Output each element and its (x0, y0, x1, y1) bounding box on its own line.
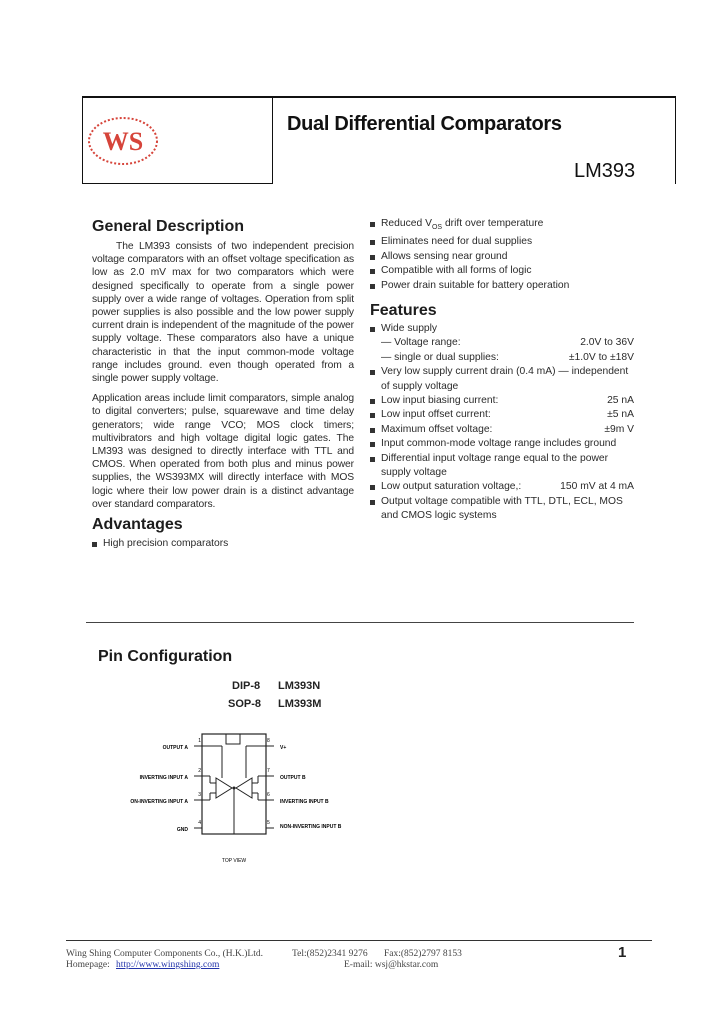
bullet-icon (370, 442, 375, 447)
bullet-icon (370, 240, 375, 245)
comparator-b-symbol (233, 746, 267, 834)
svg-text:4: 4 (198, 820, 201, 826)
svg-text:OUTPUT A: OUTPUT A (162, 745, 188, 751)
header-top-rule (82, 96, 676, 98)
svg-text:NON-INVERTING INPUT B: NON-INVERTING INPUT B (280, 824, 342, 830)
page-title: Dual Differential Comparators (287, 113, 562, 135)
pin-5 (266, 820, 342, 830)
list-item: Power drain suitable for battery operation (370, 279, 634, 293)
bullet-icon (370, 222, 375, 227)
package-type-sop: SOP-8 (228, 698, 262, 710)
pin-8 (266, 738, 286, 751)
benefits-list (370, 217, 634, 293)
svg-text:GND: GND (176, 827, 188, 833)
list-item: Eliminates need for dual supplies (370, 235, 634, 249)
header-divider (272, 96, 273, 184)
footer-email[interactable]: E-mail: wsj@hkstar.com (344, 960, 439, 970)
advantages-heading: Advantages (92, 516, 183, 533)
pinout-diagram (130, 730, 370, 870)
bullet-icon (370, 413, 375, 418)
section-divider (86, 622, 634, 623)
list-item: Differential input voltage range equal to the power supply voltage (370, 452, 634, 481)
company-logo (87, 116, 159, 166)
part-number: LM393 (574, 160, 636, 182)
list-item: Maximum offset voltage: ±9m V (370, 423, 634, 437)
svg-text:8: 8 (267, 738, 270, 744)
pin-7 (266, 768, 306, 781)
list-item: Compatible with all forms of logic (370, 264, 634, 278)
list-item: — single or dual supplies: ±1.0V to ±18V (381, 351, 634, 363)
svg-text:6: 6 (267, 792, 270, 798)
svg-text:2: 2 (198, 768, 201, 774)
svg-text:NON-INVERTING INPUT A: NON-INVERTING INPUT A (130, 799, 188, 805)
header-right-rule (675, 96, 676, 184)
package-part-dip: LM393N (278, 680, 321, 692)
footer-homepage-label: Homepage: (66, 960, 110, 970)
pin-4 (177, 820, 202, 833)
advantages-section (92, 516, 354, 551)
header-bottom-rule (82, 183, 272, 184)
bullet-icon (370, 370, 375, 375)
svg-text:7: 7 (267, 768, 270, 774)
list-item: Output voltage compatible with TTL, DTL, ECL, MOS and CMOS logic systems (370, 495, 634, 524)
bullet-icon (370, 284, 375, 289)
list-item: Allows sensing near ground (370, 250, 634, 264)
svg-text:1: 1 (198, 738, 201, 744)
list-item: Low input offset current: ±5 nA (370, 408, 634, 422)
bullet-icon (370, 269, 375, 274)
pin-config-heading: Pin Configuration (98, 648, 233, 665)
footer-company: Wing Shing Computer Components Co., (H.K.)Ltd. (66, 949, 263, 959)
comparator-a-symbol (202, 746, 232, 800)
list-item: Very low supply current drain (0.4 mA) — independent of supply voltage (370, 365, 634, 394)
svg-text:INVERTING INPUT A: INVERTING INPUT A (139, 775, 188, 781)
footer-fax: Fax:(852)2797 8153 (384, 949, 462, 959)
bullet-icon (370, 428, 375, 433)
pin-6 (266, 792, 329, 805)
bullet-icon (92, 542, 97, 547)
bullet-icon (370, 500, 375, 505)
page-number: 1 (618, 944, 627, 961)
svg-text:INVERTING INPUT B: INVERTING INPUT B (280, 799, 329, 805)
footer-tel: Tel:(852)2341 9276 (292, 949, 368, 959)
pin-3 (130, 792, 202, 805)
general-description-section (92, 218, 354, 511)
logo-text: WS (102, 127, 144, 156)
list-item: Reduced $V_{OS}$ drift over temperature (370, 217, 634, 235)
svg-text:5: 5 (267, 820, 270, 826)
ic-notch (226, 734, 240, 744)
description-paragraph-1: The LM393 consists of two independent precision voltage comparators with an offset voltage specification as low as 2.0 mV max for two comparators which were designed specifically to operate from a single power supply over a wide range of voltages. Operation from split power supplies is also possible and the low power supply current drain is independent of the magnitude of the power supply voltage. These comparators also have a unique characteristic in that the input common-mode voltage range includes ground. even though operated from a single power supply voltage. (92, 241, 354, 385)
bullet-icon (370, 255, 375, 260)
list-item: — Voltage range: 2.0V to 36V (381, 337, 634, 349)
benefits-section (370, 217, 634, 293)
bullet-icon (370, 327, 375, 332)
header-left-rule (82, 96, 83, 184)
footer-rule (66, 940, 652, 941)
pin-2 (140, 768, 202, 781)
features-section (370, 302, 634, 524)
package-type-dip: DIP-8 (232, 680, 261, 692)
list-item: Wide supply (370, 322, 634, 336)
list-item: Low input biasing current: 25 nA (370, 394, 634, 408)
features-list (370, 322, 634, 524)
general-description-heading: General Description (92, 218, 245, 235)
pin-1 (163, 738, 202, 751)
features-heading: Features (370, 302, 437, 319)
svg-text:3: 3 (198, 792, 201, 798)
list-item: High precision comparators (92, 537, 354, 551)
svg-text:V+: V+ (280, 745, 287, 751)
bullet-icon (370, 457, 375, 462)
footer-homepage-link[interactable]: http://www.wingshing.com (116, 960, 220, 970)
advantages-list (92, 537, 354, 551)
bullet-icon (370, 485, 375, 490)
list-item: Low output saturation voltage,: 150 mV at 4 mA (370, 480, 634, 494)
svg-text:OUTPUT B: OUTPUT B (280, 775, 306, 781)
package-part-sop: LM393M (278, 698, 322, 710)
description-paragraph-2: Application areas include limit comparators, simple analog to digital converters; pulse, squarewave and time delay generators; wide range VCO; MOS clock timers; multivibrators and high voltage digital logic gates. The LM393 was designed to directly interface with TTL and CMOS. When operated from both plus and minus power supplies, the WS393MX will directly interface with MOS logic where their low power drain is a distinct advantage over standard comparators. (92, 393, 354, 510)
top-view-label: TOP VIEW (221, 858, 247, 864)
bullet-icon (370, 399, 375, 404)
list-item: Input common-mode voltage range includes ground (370, 437, 634, 451)
